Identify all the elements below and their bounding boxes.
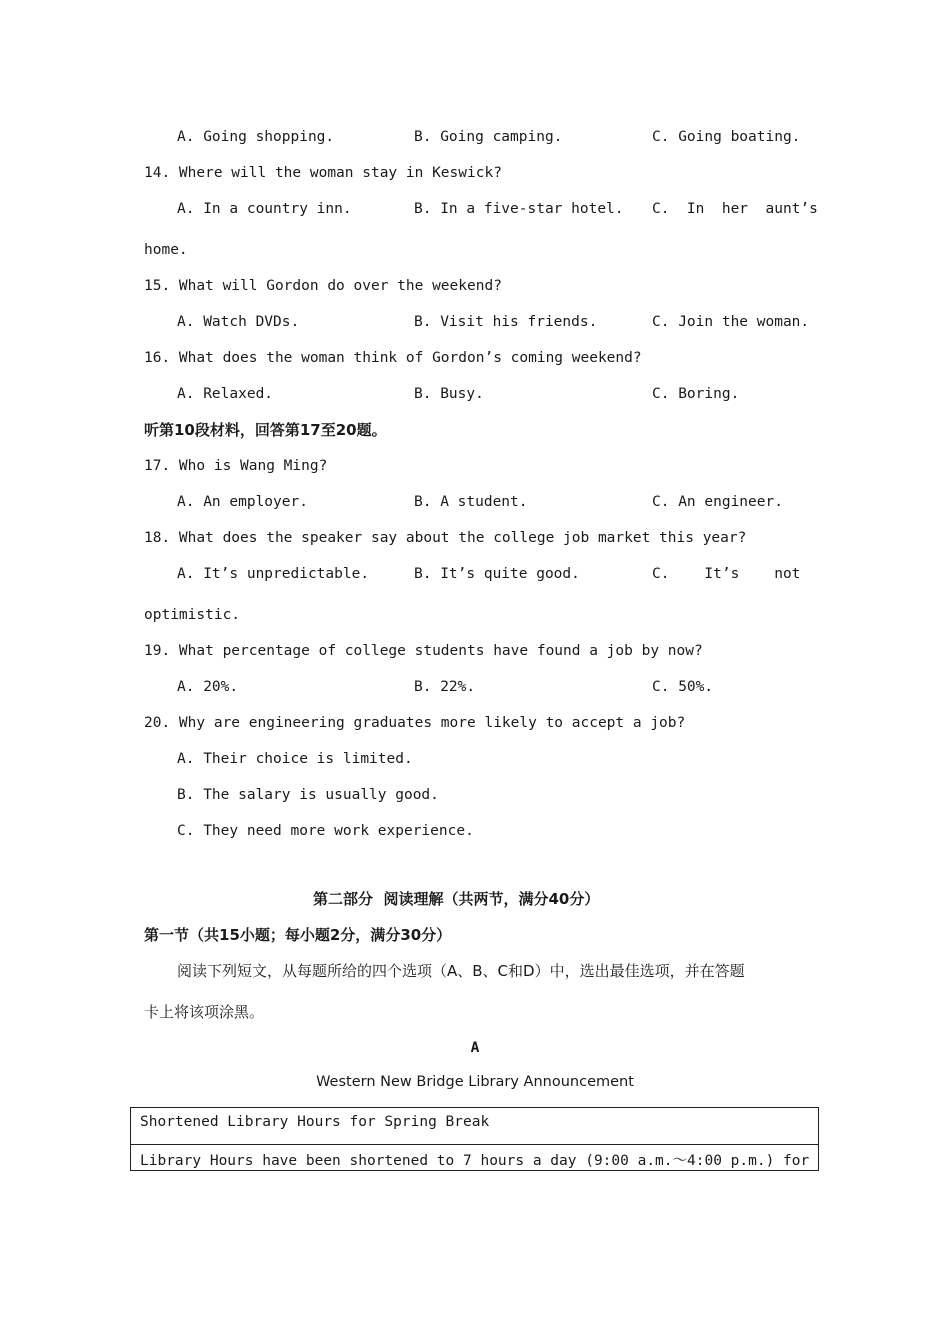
q20-option-c: C. They need more work experience. [177, 823, 474, 839]
part2-section1-heading: 第一节（共15小题；每小题2分，满分30分） [144, 926, 452, 944]
part2-instruction-line2: 卡上将该项涂黑。 [144, 1003, 265, 1021]
q15-stem: 15. What will Gordon do over the weekend? [144, 278, 502, 294]
q14-stem: 14. Where will the woman stay in Keswick? [144, 165, 502, 181]
q19-stem: 19. What percentage of college students have found a job by now? [144, 643, 703, 659]
q19-option-c: C. 50%. [652, 679, 714, 695]
part2-instruction-line1: 阅读下列短文，从每题所给的四个选项（A、B、C和D）中，选出最佳选项，并在答题 [177, 962, 745, 980]
table-row1-text: Shortened Library Hours for Spring Break [140, 1114, 490, 1130]
q15-option-c: C. Join the woman. [652, 314, 810, 330]
q19-option-b: B. 22%. [414, 679, 476, 695]
q18-option-b: B. It’s quite good. [414, 566, 580, 582]
passage-title: Western New Bridge Library Announcement [316, 1074, 634, 1090]
q13-option-a: A. Going shopping. [177, 129, 335, 145]
table-row2-text: Library Hours have been shortened to 7 hours a day (9:00 a.m.～4:00 p.m.) for [140, 1153, 810, 1169]
q19-option-a: A. 20%. [177, 679, 239, 695]
q20-stem: 20. Why are engineering graduates more likely to accept a job? [144, 715, 686, 731]
q15-option-b: B. Visit his friends. [414, 314, 598, 330]
q20-option-a: A. Their choice is limited. [177, 751, 413, 767]
q15-option-a: A. Watch DVDs. [177, 314, 300, 330]
q17-option-b: B. A student. [414, 494, 528, 510]
q17-option-c: C. An engineer. [652, 494, 783, 510]
q18-option-c: C. It’s not [652, 566, 801, 582]
q13-option-c: C. Going boating. [652, 129, 801, 145]
q16-stem: 16. What does the woman think of Gordon’s coming weekend? [144, 350, 642, 366]
q13-option-b: B. Going camping. [414, 129, 563, 145]
q16-option-c: C. Boring. [652, 386, 740, 402]
table-row [131, 1108, 818, 1145]
q14-option-c-cont: home. [144, 242, 188, 258]
passage-label: A [470, 1040, 480, 1056]
q14-option-b: B. In a five-star hotel. [414, 201, 624, 217]
q16-option-a: A. Relaxed. [177, 386, 274, 402]
q16-option-b: B. Busy. [414, 386, 484, 402]
q20-option-b: B. The salary is usually good. [177, 787, 439, 803]
q18-stem: 18. What does the speaker say about the college job market this year? [144, 530, 747, 546]
q14-option-a: A. In a country inn. [177, 201, 352, 217]
q17-stem: 17. Who is Wang Ming? [144, 458, 328, 474]
section-10-instruction: 听第10段材料，回答第17至20题。 [144, 421, 387, 439]
announcement-table [130, 1107, 819, 1171]
q17-option-a: A. An employer. [177, 494, 308, 510]
q18-option-c-cont: optimistic. [144, 607, 241, 623]
part2-heading: 第二部分 阅读理解（共两节，满分40分） [313, 890, 600, 908]
q18-option-a: A. It’s unpredictable. [177, 566, 370, 582]
q14-option-c: C. In her aunt’s [652, 201, 818, 217]
